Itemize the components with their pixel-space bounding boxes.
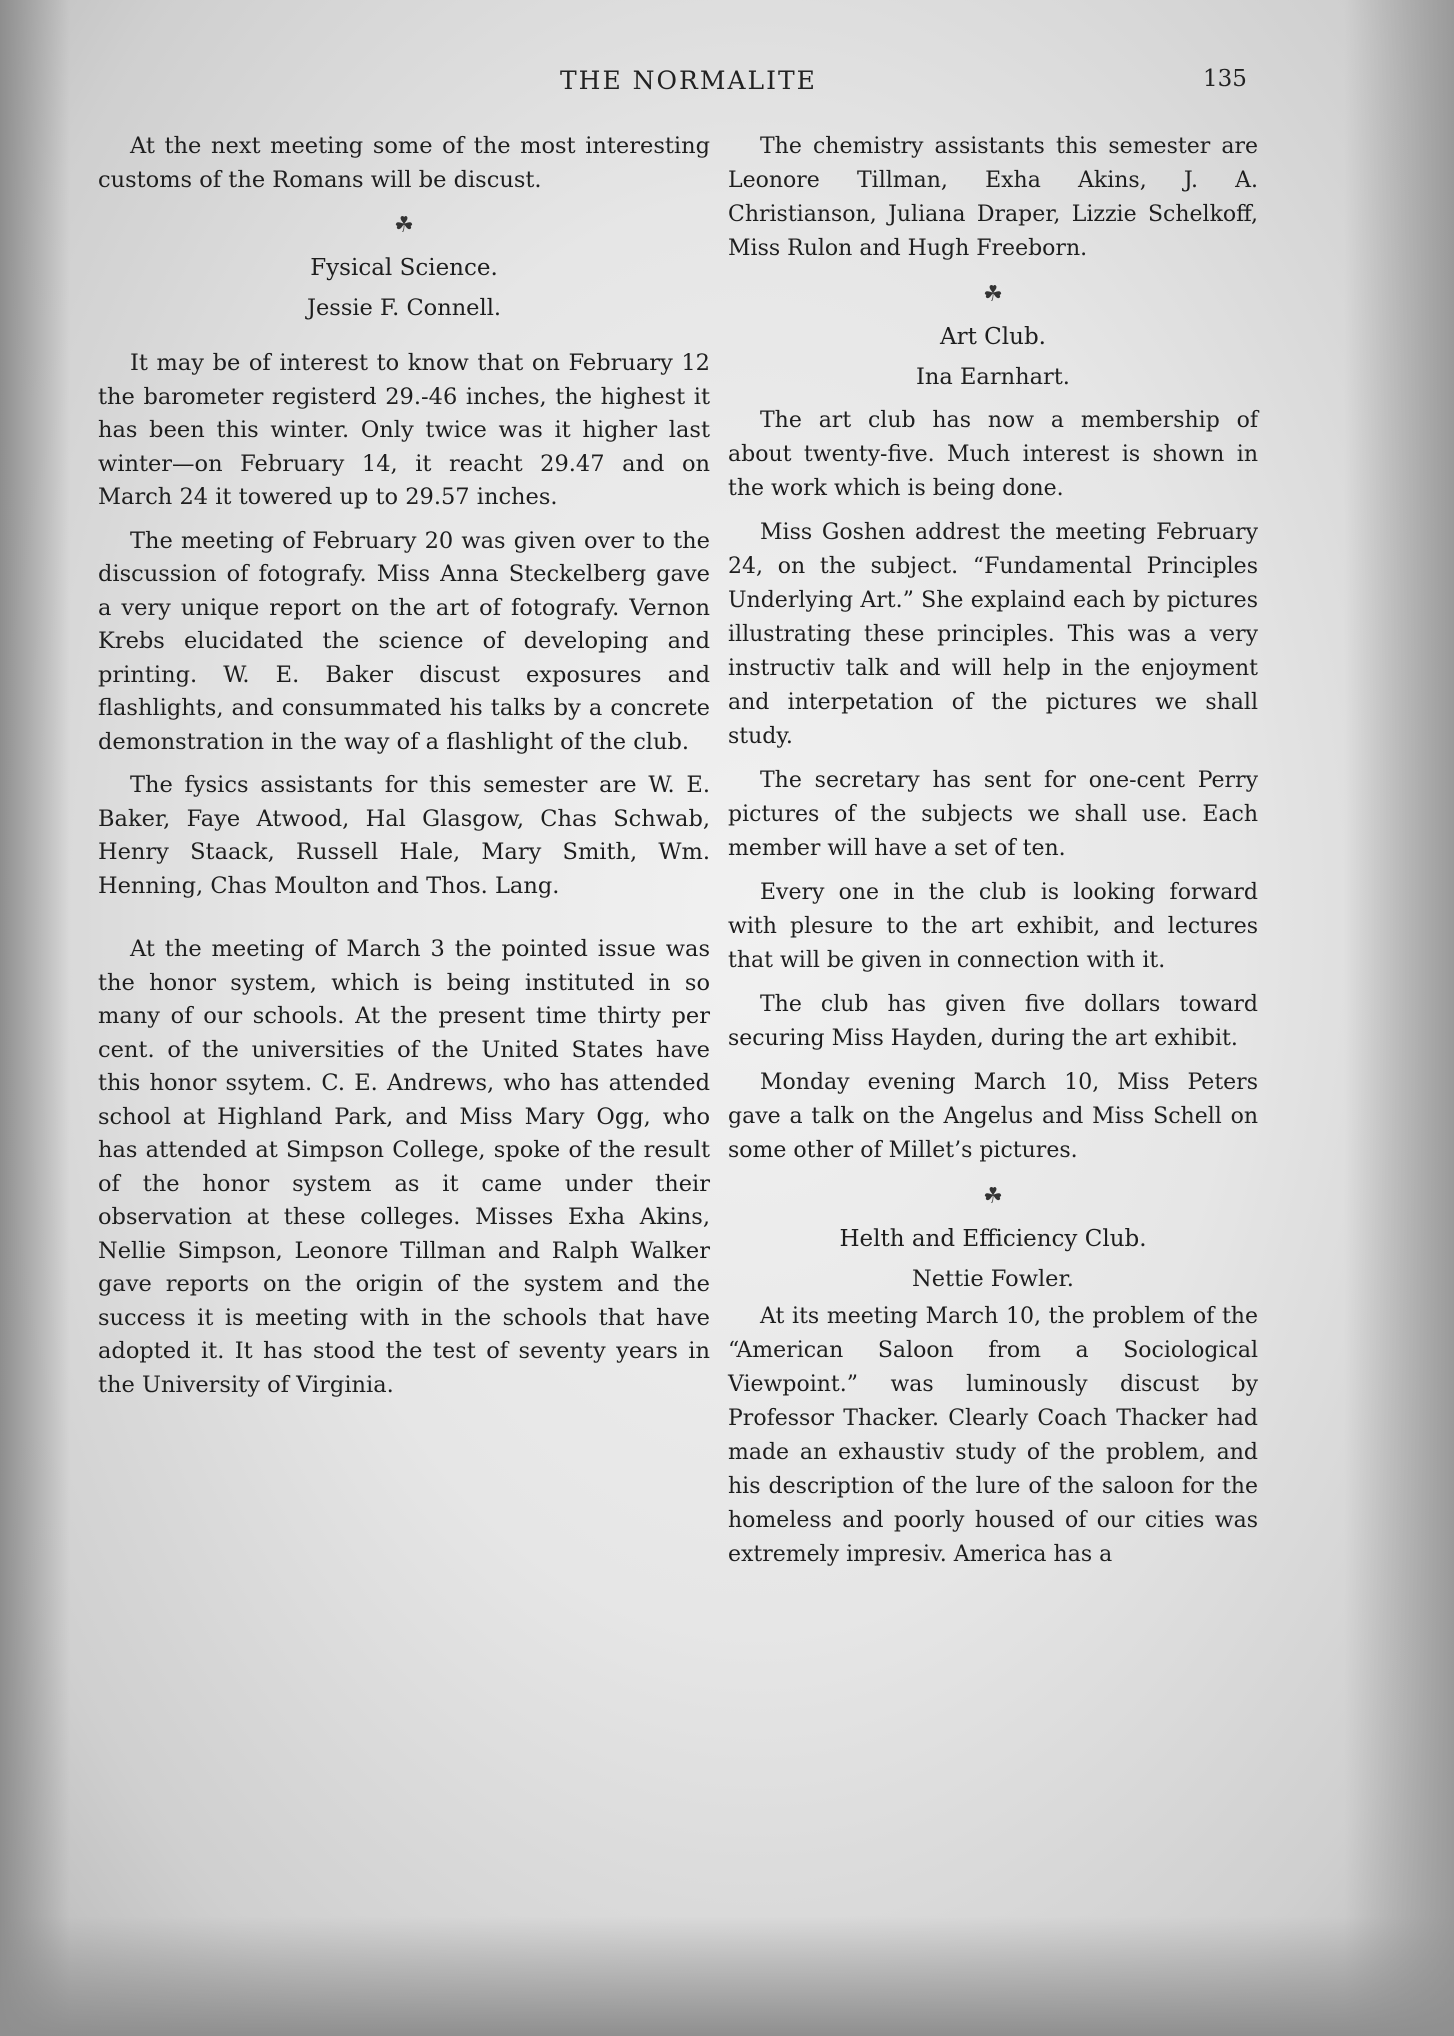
running-title: THE NORMALITE (560, 66, 817, 95)
paragraph: Monday evening March 10, Miss Peters gave a talk on the Angelus and Miss Schell on some other of Millet’s pictures. (728, 1070, 1258, 1163)
paragraph: The chemistry assistants this semester are Leonore Tillman, Exha Akins, J. A. Christianson, Juliana Draper, Lizzie Schelkoff, Miss Rulon and Hugh Freeborn. (728, 134, 1258, 261)
section-author: Jessie F. Connell. (306, 295, 502, 321)
clover-ornament-icon: ☘ (983, 1184, 1003, 1209)
paragraph: Miss Goshen addrest the meeting February 24, on the subject. “Fundamental Principles Underlying Art.” She explaind each by pictures illustrating these principles. This was a very instructiv talk and will help in the enjoyment and interpetation of the pictures we shall study. (728, 520, 1258, 749)
paragraph: The secretary has sent for one-cent Perry pictures of the subjects we shall use. Each member will have a set of ten. (728, 768, 1258, 861)
paragraph: It may be of interest to know that on February 12 the barometer registerd 29.-46 inches, the highest it has been this winter. Only twice was it higher last winter—on February 14, it reacht 29.47 and on March 24 it towered up to 29.57 inches. (98, 350, 710, 510)
paragraph: The meeting of February 20 was given over to the discussion of fotografy. Miss Anna Steckelberg gave a very unique report on the art of fotografy. Vernon Krebs elucidated the science of developing and printing. W. E. Baker discust exposures and flashlights, and consummated his talks by a concrete demonstration in the way of a flashlight of the club. (98, 527, 710, 755)
clover-ornament-icon: ☘ (983, 282, 1003, 307)
spacer (98, 913, 710, 933)
page-number: 135 (1203, 66, 1247, 92)
left-column (98, 130, 710, 1412)
paragraph: At its meeting March 10, the problem of the “American Saloon from a Sociological Viewpoint.” was luminously discust by Professor Thacker. Clearly Coach Thacker had made an exhaustiv study of the problem, and his description of the lure of the saloon for the homeless and poorly housed of our cities was extremely impresiv. America has a (728, 1304, 1258, 1567)
section-heading-art-club: Art Club. (940, 324, 1046, 350)
right-column (728, 130, 1258, 1582)
paragraph: The fysics assistants for this semester are W. E. Baker, Faye Atwood, Hal Glasgow, Chas Schwab, Henry Staack, Russell Hale, Mary Smith, Wm. Henning, Chas Moulton and Thos. Lang. (98, 772, 710, 899)
page-edge-shadow-left (0, 0, 70, 2036)
page-header (0, 66, 1454, 102)
section-heading-fysical-science: Fysical Science. (310, 255, 498, 281)
paragraph: At the meeting of March 3 the pointed issue was the honor system, which is being instituted in so many of our schools. At the present time thirty per cent. of the universities of the United States have this honor ssytem. C. E. Andrews, who has attended school at Highland Park, and Miss Mary Ogg, who has attended at Simpson College, spoke of the result of the honor system as it came under their observation at these colleges. Misses Exha Akins, Nellie Simpson, Leonore Tillman and Ralph Walker gave reports on the origin of the system and the success it is meeting with in the schools that have adopted it. It has stood the test of seventy years in the University of Virginia. (98, 936, 710, 1398)
section-heading-helth-club: Helth and Efficiency Club. (839, 1226, 1147, 1252)
paragraph: At the next meeting some of the most interesting customs of the Romans will be discust. (98, 133, 710, 193)
page-edge-shadow-bottom (0, 1916, 1454, 2036)
paragraph: The art club has now a membership of about twenty-five. Much interest is shown in the work which is being done. (728, 408, 1258, 501)
section-author: Nettie Fowler. (912, 1266, 1074, 1292)
paragraph: Every one in the club is looking forward with plesure to the art exhibit, and lectures that will be given in connection with it. (728, 880, 1258, 973)
section-author: Ina Earnhart. (916, 364, 1070, 390)
page-edge-shadow-right (1344, 0, 1454, 2036)
clover-ornament-icon: ☘ (394, 213, 414, 238)
paragraph: The club has given five dollars toward securing Miss Hayden, during the art exhibit. (728, 992, 1258, 1051)
